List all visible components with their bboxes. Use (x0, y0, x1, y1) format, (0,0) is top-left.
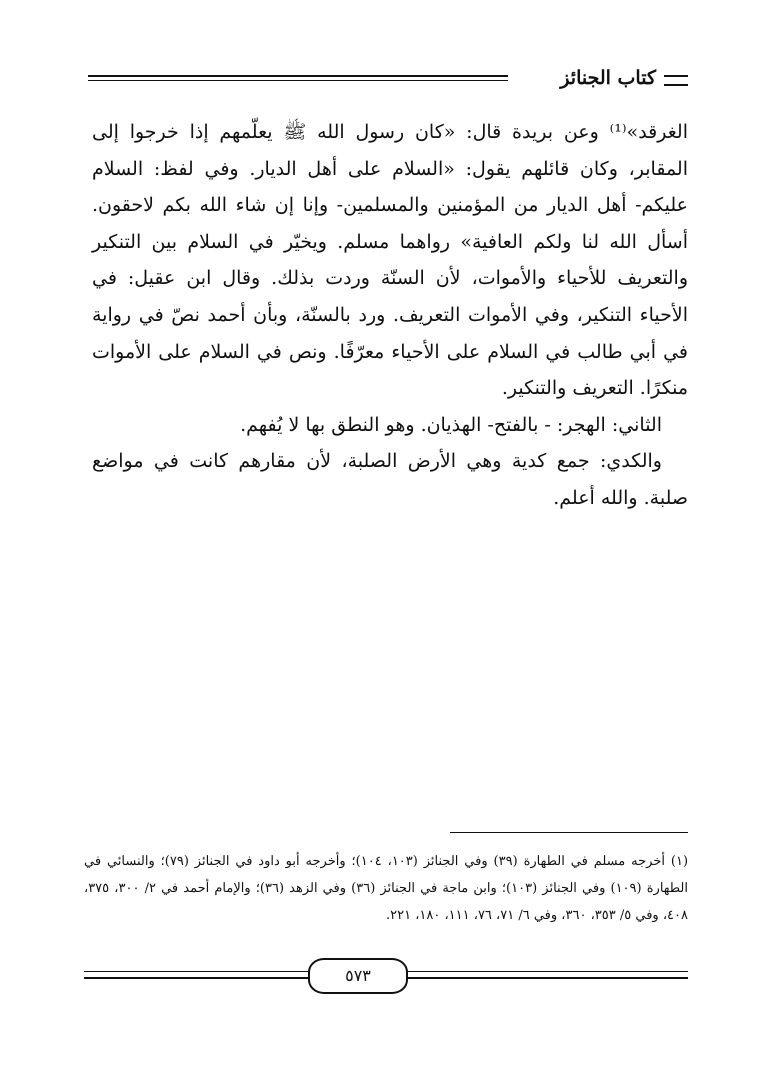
header-rule-thin (88, 80, 508, 81)
header-rule (88, 75, 508, 77)
paragraph-3: والكدي: جمع كدية وهي الأرض الصلبة، لأن مقارهم كانت في مواضع صلبة. والله أعلم. (92, 450, 688, 509)
running-header (88, 66, 688, 92)
running-title: كتاب الجنائز (560, 67, 656, 89)
footnote: (١) أخرجه مسلم في الطهارة (٣٩) وفي الجنائز (١٠٣، ١٠٤)؛ وأخرجه أبو داود في الجنائز (٧٩)؛ والنسائي في الطهارة (١٠٩) وفي الجنائز (١٠٣)؛ وابن ماجة في الجنائز (٣٦) وفي الزهد (٣٦)؛ والإمام أحمد في ٢/ ٣٠٠، ٣٧٥، ٤٠٨، وفي ٥/ ٣٥٣، ٣٦٠، وفي ٦/ ٧١، ٧٦، ١١١، ١٨٠، ٢٢١. (84, 854, 689, 923)
footnote-separator (450, 832, 688, 833)
page-number: ٥٧٣ (308, 958, 408, 994)
paragraph-2: الثاني: الهجر: - بالفتح- الهذيان. وهو النطق بها لا يُفهم. (240, 413, 662, 436)
header-ornament (664, 75, 688, 86)
paragraph-1: الغرقد»⁽¹⁾ وعن بريدة قال: «كان رسول الله ﷺ يعلّمهم إذا خرجوا إلى المقابر، وكان قائلهم يقول: «السلام على أهل الديار. وفي لفظ: السلام عليكم- أهل الديار من المؤمنين والمسلمين- وإنا إن شاء الله بكم لاحقون. أسأل الله لنا ولكم العافية» رواهما مسلم. ويخيّر في السلام بين التنكير والتعريف للأحياء والأموات، لأن السنّة وردت بذلك. وقال ابن عقيل: في الأحياء التنكير، وفي الأموات التعريف. ورد بالسنّة، وبأن أحمد نصّ في رواية في أبي طالب في السلام على الأحياء معرّفًا. ونص في السلام على الأموات منكرًا. التعريف والتنكير. (92, 121, 688, 400)
main-text (92, 114, 688, 517)
page-footer (84, 958, 688, 992)
